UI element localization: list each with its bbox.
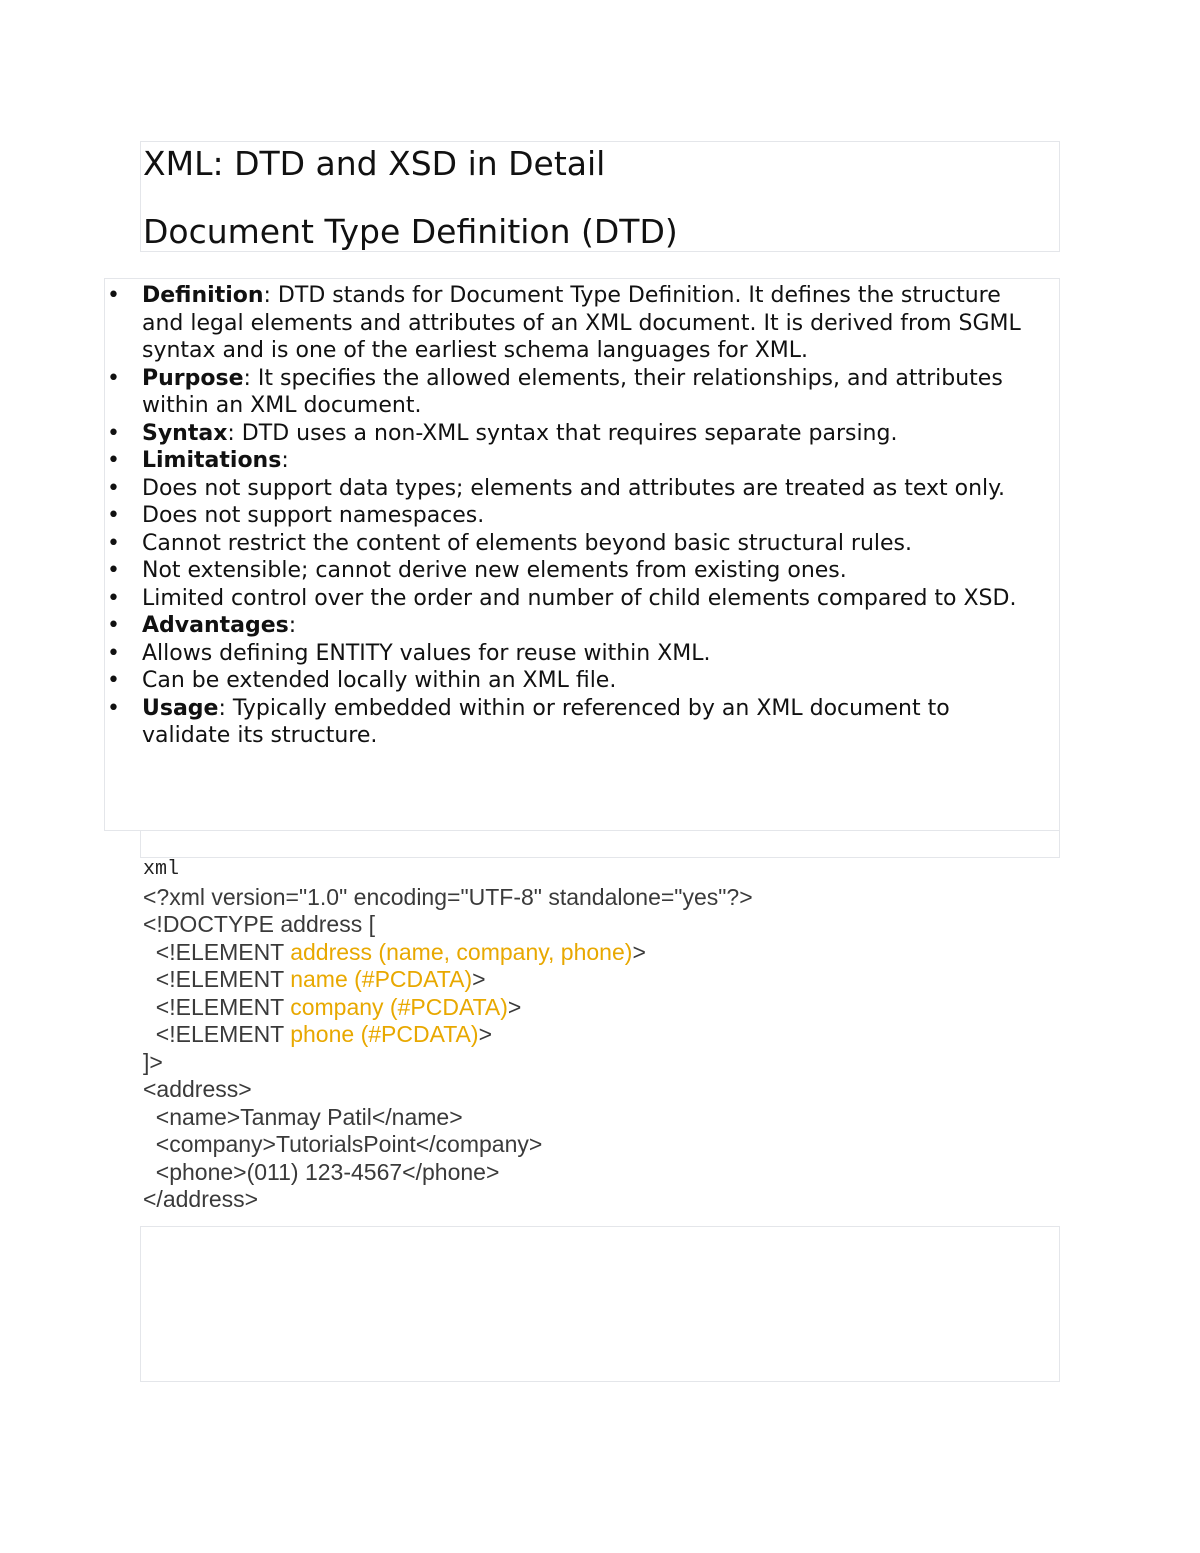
list-item-text: : bbox=[281, 448, 289, 473]
list-item-text: : DTD uses a non-XML syntax that requires separate parsing. bbox=[227, 420, 898, 446]
code-line bbox=[143, 1131, 753, 1159]
list-item-term: Syntax bbox=[142, 420, 228, 446]
list-item bbox=[105, 365, 1025, 420]
code-text: > bbox=[472, 966, 486, 992]
code-line bbox=[143, 1104, 753, 1132]
code-line bbox=[143, 994, 753, 1022]
list-item-text: : It specifies the allowed elements, their relationships, and attributes within an XML document. bbox=[142, 365, 1003, 418]
list-item bbox=[105, 667, 1025, 695]
empty-block bbox=[140, 830, 1060, 858]
list-item bbox=[105, 447, 1025, 475]
code-block bbox=[143, 856, 753, 1214]
list-item-term: Advantages bbox=[142, 613, 289, 638]
list-item bbox=[105, 640, 1025, 668]
code-line bbox=[143, 884, 753, 912]
code-text: <company>TutorialsPoint</company> bbox=[143, 1131, 543, 1157]
code-text: <phone>(011) 123-4567</phone> bbox=[143, 1158, 500, 1185]
code-highlight: address (name, company, phone) bbox=[290, 938, 633, 965]
code-text: <address> bbox=[143, 1076, 252, 1102]
title-block bbox=[140, 141, 1060, 252]
dtd-bullet-list-block bbox=[104, 278, 1060, 831]
code-text: </address> bbox=[143, 1186, 259, 1212]
code-line bbox=[143, 1021, 753, 1049]
code-line bbox=[143, 1049, 753, 1077]
list-item-text: : Typically embedded within or referenced by an XML document to validate its structure. bbox=[142, 695, 950, 748]
bullet-list bbox=[105, 282, 1025, 750]
list-item-text: : DTD stands for Document Type Definition. It defines the structure and legal elements and attributes of an XML document. It is derived from SGML syntax and is one of the earliest schema languages for XML. bbox=[142, 283, 1021, 363]
code-text: <!ELEMENT bbox=[143, 966, 291, 992]
code-line bbox=[143, 1159, 753, 1187]
section-heading: Document Type Definition (DTD) bbox=[143, 212, 678, 251]
code-line bbox=[143, 939, 753, 967]
list-item-term: Usage bbox=[142, 695, 219, 721]
list-item-text: Limited control over the order and number of child elements compared to XSD. bbox=[142, 585, 1017, 611]
list-item-text: Allows defining ENTITY values for reuse within XML. bbox=[142, 640, 711, 666]
list-item bbox=[105, 695, 1025, 750]
code-text: > bbox=[632, 938, 646, 965]
code-line bbox=[143, 966, 753, 994]
code-highlight: phone (#PCDATA) bbox=[290, 1021, 479, 1047]
code-line bbox=[143, 1186, 753, 1214]
list-item bbox=[105, 557, 1025, 585]
code-text: <!ELEMENT bbox=[143, 993, 291, 1020]
list-item-text: Cannot restrict the content of elements beyond basic structural rules. bbox=[142, 530, 913, 556]
list-item-text: Does not support data types; elements and attributes are treated as text only. bbox=[142, 475, 1006, 501]
list-item bbox=[105, 530, 1025, 558]
list-item bbox=[105, 282, 1025, 365]
list-item bbox=[105, 612, 1025, 640]
code-text: > bbox=[478, 1021, 492, 1047]
code-text: > bbox=[507, 993, 522, 1020]
list-item-term: Limitations bbox=[142, 448, 282, 473]
code-line bbox=[143, 1076, 753, 1104]
code-text: <!DOCTYPE address [ bbox=[143, 911, 375, 937]
list-item-text: Not extensible; cannot derive new elements from existing ones. bbox=[142, 558, 847, 583]
document-title: XML: DTD and XSD in Detail bbox=[143, 144, 606, 183]
code-language-label: xml bbox=[143, 858, 180, 881]
empty-block bbox=[140, 1226, 1060, 1382]
code-line bbox=[143, 911, 753, 939]
code-text: <?xml version="1.0" encoding="UTF-8" standalone="yes"?> bbox=[143, 883, 753, 910]
code-highlight: company (#PCDATA) bbox=[290, 993, 508, 1020]
list-item-term: Definition bbox=[142, 283, 264, 308]
code-text: <name>Tanmay Patil</name> bbox=[143, 1103, 463, 1130]
list-item bbox=[105, 475, 1025, 503]
list-item-text: Does not support namespaces. bbox=[142, 503, 485, 528]
list-item bbox=[105, 420, 1025, 448]
code-text: ]> bbox=[143, 1048, 163, 1075]
code-text: <!ELEMENT bbox=[143, 1021, 291, 1047]
list-item-text: : bbox=[288, 613, 297, 638]
list-item bbox=[105, 585, 1025, 613]
code-text: <!ELEMENT bbox=[143, 938, 291, 965]
code-highlight: name (#PCDATA) bbox=[290, 966, 473, 992]
list-item-term: Purpose bbox=[142, 365, 244, 391]
list-item-text: Can be extended locally within an XML file. bbox=[142, 668, 617, 693]
list-item bbox=[105, 502, 1025, 530]
